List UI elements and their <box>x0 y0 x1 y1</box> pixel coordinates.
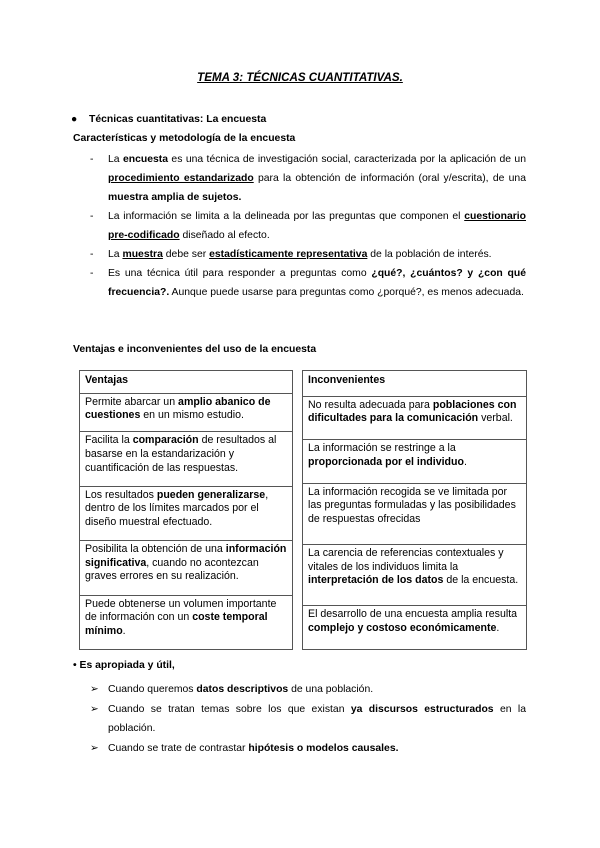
text-run: El desarrollo de una encuesta amplia resulta <box>308 608 518 621</box>
text-run-bold-underline: procedimiento estandarizado <box>108 173 254 184</box>
text-run: . <box>463 455 467 468</box>
table-cell <box>303 606 527 650</box>
ventajas-table <box>79 370 293 650</box>
text-run: Los resultados <box>85 488 157 501</box>
list-item <box>0 700 526 739</box>
page-title: TEMA 3: TÉCNICAS CUANTITATIVAS. <box>197 71 403 84</box>
text-run-bold-underline: muestra <box>122 249 163 260</box>
arrow-marker-icon: ➢ <box>90 684 99 695</box>
text-run: es una técnica de investigación social, caracterizada por la aplicación de un <box>168 154 526 165</box>
text-run: de resultados al basarse en la estandarización y cuantificación de las respuestas. <box>85 434 277 474</box>
text-run: Es una técnica útil para responder a preguntas como <box>108 268 372 279</box>
list-item <box>0 739 526 759</box>
dash-marker: - <box>90 268 94 279</box>
text-run-bold: complejo y costoso económicamente <box>308 622 497 634</box>
text-run: en un mismo estudio. <box>140 409 244 422</box>
usage-heading: • Es apropiada y útil, <box>73 660 175 671</box>
section-heading-pros-cons: Ventajas e inconvenientes del uso de la encuesta <box>73 344 317 355</box>
list-item <box>0 150 526 207</box>
table-cell <box>303 440 527 484</box>
dash-marker: - <box>90 249 94 260</box>
text-run-bold: muestra amplia de sujetos. <box>108 192 242 203</box>
text-run: La información se limita a la delineada por las preguntas que componen el <box>108 211 465 222</box>
text-run: Facilita la <box>85 434 133 447</box>
text-run-bold: ya discursos estructurados <box>350 703 494 715</box>
text-run: . <box>122 624 126 637</box>
text-run: verbal. <box>478 412 513 425</box>
text-run-bold: comparación <box>132 434 199 447</box>
text-run-bold: proporcionada por el individuo <box>308 455 464 468</box>
text-run-bold: interpretación de los datos <box>308 574 444 587</box>
text-run-bold: coste temporal mínimo <box>85 611 268 637</box>
text-run: Cuando se tratan temas sobre los que existan <box>108 703 351 715</box>
table-cell <box>303 545 527 606</box>
table-cell <box>80 432 293 486</box>
text-run: Aunque puede usarse para preguntas como ¿porqué?, es menos adecuada. <box>169 287 524 298</box>
table-cell <box>80 595 293 649</box>
text-run-bold-underline: cuestionario pre-codificado <box>108 211 526 241</box>
list-item <box>0 245 526 264</box>
table-cell <box>80 541 293 595</box>
section-heading-characteristics: Características y metodología de la encuesta <box>73 133 296 144</box>
text-run: de una población. <box>288 684 374 695</box>
text-run: Cuando queremos <box>108 684 197 695</box>
text-run-bold-underline: estadísticamente representativa <box>209 249 368 260</box>
text-run: en la población. <box>108 703 526 734</box>
text-run: La <box>108 154 123 165</box>
text-run: Cuando se trate de contrastar <box>108 742 249 754</box>
text-run: debe ser <box>162 249 210 260</box>
text-run-bold: ¿qué?, ¿cuántos? y ¿con qué frecuencia?. <box>108 268 526 298</box>
bullet-dot: ● <box>71 114 78 125</box>
characteristics-list <box>0 150 600 302</box>
list-item <box>0 680 526 700</box>
table-cell <box>303 396 527 440</box>
text-run: La carencia de referencias contextuales y vitales de los individuos limita la <box>308 547 504 573</box>
bullet-heading-label: Técnicas cuantitativas: La encuesta <box>89 114 267 125</box>
text-run: La información se restringe a la <box>308 442 456 455</box>
text-run: diseñado al efecto. <box>179 230 270 241</box>
text-run: , cuando no acontezcan graves errores en su realización. <box>85 556 259 583</box>
dash-marker: - <box>90 154 94 165</box>
ventajas-header: Ventajas <box>80 371 293 394</box>
text-run: . <box>496 622 500 634</box>
text-run: de la población de interés. <box>367 249 492 260</box>
list-item <box>0 207 526 245</box>
list-item <box>0 264 526 302</box>
text-run: La información recogida se ve limitada por las preguntas formuladas y las posibilidades de respuestas ofrecidas <box>308 485 516 525</box>
text-run-bold: hipótesis o modelos causales. <box>248 742 399 754</box>
text-run: Puede obtenerse un volumen importante de información con un <box>85 597 277 624</box>
inconvenientes-header: Inconvenientes <box>303 371 527 397</box>
arrow-marker-icon: ➢ <box>90 742 99 754</box>
text-run: para la obtención de información (oral y/escrita), de una <box>253 173 526 184</box>
inconvenientes-table <box>302 370 527 650</box>
usage-list <box>0 680 600 758</box>
text-run: Permite abarcar un <box>85 395 179 408</box>
text-run-bold: información significativa <box>85 543 287 569</box>
text-run-bold: datos descriptivos <box>196 684 289 695</box>
bullet-heading <box>71 114 267 125</box>
text-run-bold: poblaciones con dificultades para la comunicación <box>308 398 517 425</box>
table-cell <box>303 483 527 544</box>
text-run: de la encuesta. <box>443 574 519 587</box>
text-run: Posibilita la obtención de una <box>85 543 226 556</box>
text-run: , dentro de los límites marcados por el diseño muestral efectuado. <box>85 488 269 528</box>
dash-marker: - <box>90 211 94 222</box>
text-run: La <box>108 249 123 260</box>
text-run-bold: pueden generalizarse <box>156 488 266 501</box>
text-run-bold: encuesta <box>122 154 169 165</box>
table-cell <box>80 393 293 432</box>
text-run-bold: amplio abanico de cuestiones <box>85 395 271 422</box>
arrow-marker-icon: ➢ <box>90 703 99 715</box>
text-run: No resulta adecuada para <box>308 398 433 411</box>
table-cell <box>80 486 293 540</box>
